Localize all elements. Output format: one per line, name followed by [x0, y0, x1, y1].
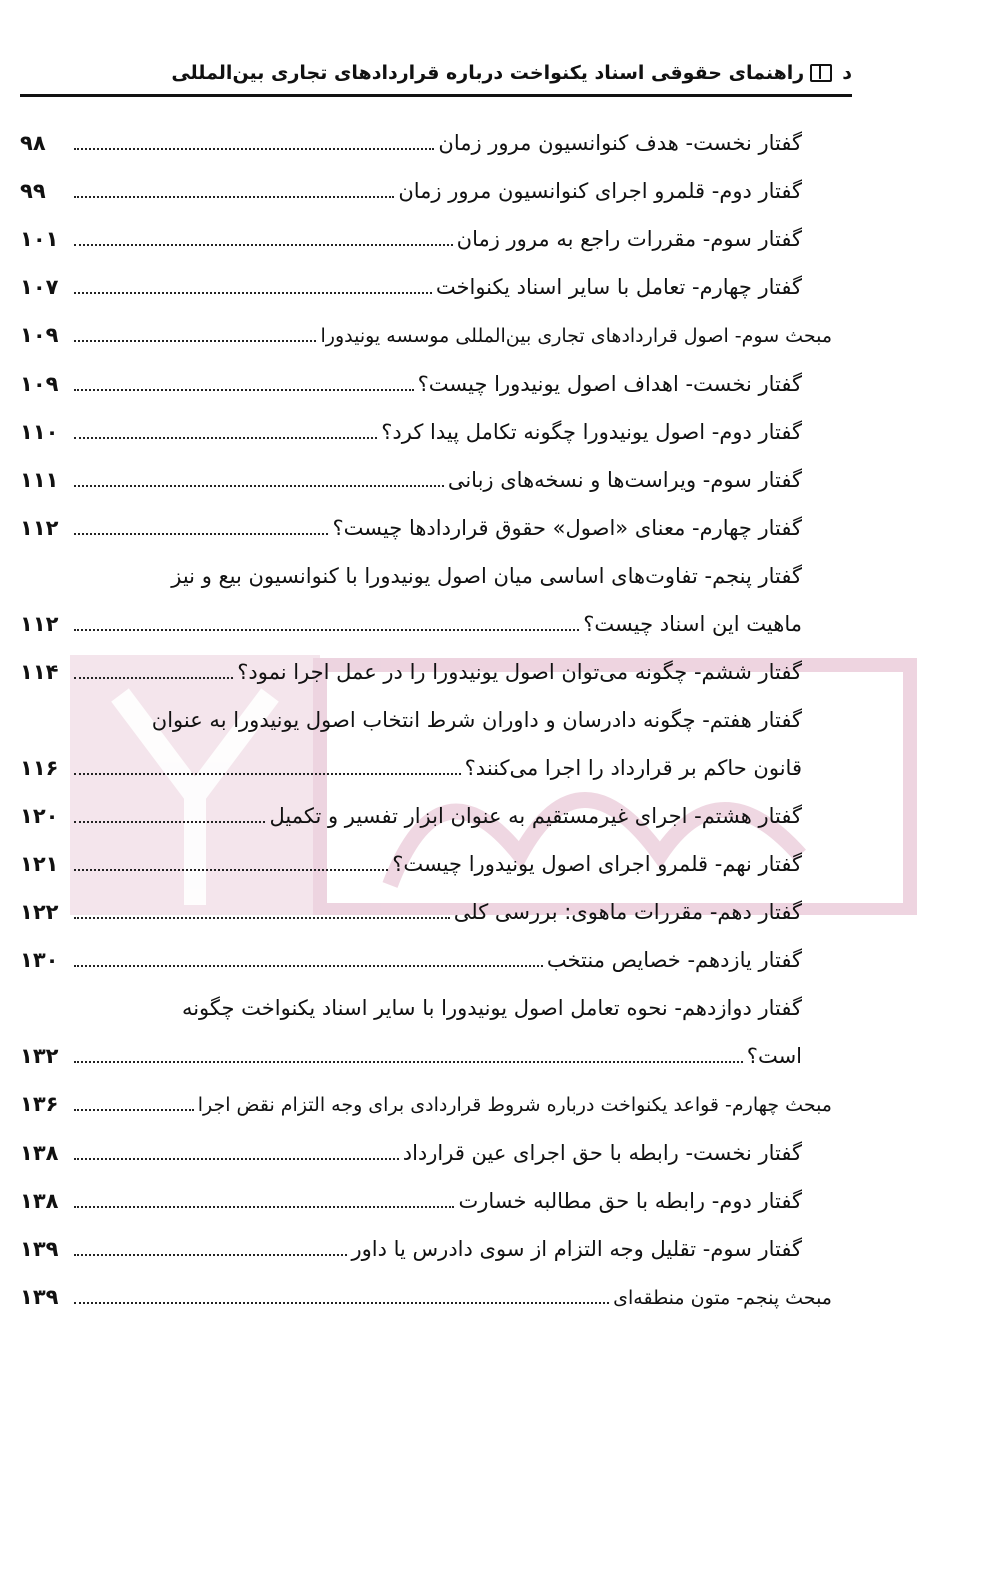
toc-entry-title-line1: گفتار دوازدهم- نحوه تعامل اصول یونیدورا با سایر اسناد یکنواخت چگونه [181, 996, 802, 1020]
toc-chapter-row [20, 1186, 832, 1216]
dot-leader [74, 869, 388, 871]
toc-page-number: ۱۳۹ [20, 1285, 59, 1309]
toc-entry [20, 1089, 832, 1120]
toc-page-number: ۱۰۱ [20, 227, 59, 251]
toc-entry [20, 993, 832, 1071]
toc-page-number: ۱۳۰ [20, 948, 59, 972]
toc-chapter-row [20, 849, 832, 879]
dot-leader [74, 389, 414, 391]
toc-page-number: ۱۱۶ [20, 756, 59, 780]
toc-chapter-row [20, 609, 832, 639]
toc-entry-title: گفتار دوم- اصول یونیدورا چگونه تکامل پیدا کرد؟ [381, 420, 802, 444]
toc-entry [20, 561, 832, 639]
toc-page-number: ۹۸ [20, 131, 46, 155]
toc-entry-title: گفتار دوم- رابطه با حق مطالبه خسارت [458, 1189, 802, 1213]
toc-entry-title: گفتار نهم- قلمرو اجرای اصول یونیدورا چیست؟ [392, 852, 802, 876]
dot-leader [74, 1061, 743, 1063]
toc-entry [20, 369, 832, 399]
toc-entry-title: گفتار سوم- تقلیل وجه التزام از سوی دادرس یا داور [351, 1237, 802, 1261]
toc-section-row [20, 1089, 832, 1120]
toc-entry [20, 705, 832, 783]
toc-chapter-row [20, 801, 832, 831]
toc-chapter-row [20, 1041, 832, 1071]
toc-chapter-row [20, 224, 832, 254]
toc-entry-title: مبحث سوم- اصول قراردادهای تجاری بین‌المللی موسسه یونیدورا [320, 325, 832, 347]
toc-page-number: ۹۹ [20, 179, 46, 203]
toc-section-row [20, 1282, 832, 1313]
dot-leader [74, 677, 233, 679]
toc-entry [20, 1186, 832, 1216]
toc-entry-title: مبحث چهارم- قواعد یکنواخت درباره شروط قراردادی برای وجه التزام نقض اجرا [197, 1094, 832, 1116]
dot-leader [74, 148, 434, 150]
toc-entry-title: ماهیت این اسناد چیست؟ [583, 612, 802, 636]
table-of-contents [20, 128, 832, 1331]
toc-chapter-row [20, 417, 832, 447]
dot-leader [74, 485, 444, 487]
dot-leader [74, 773, 461, 775]
toc-entry-title: گفتار یازدهم- خصایص منتخب [546, 948, 802, 972]
toc-entry [20, 801, 832, 831]
toc-entry-title: گفتار سوم- مقررات راجع به مرور زمان [456, 227, 802, 251]
dot-leader [74, 1109, 194, 1111]
toc-entry-title-line1: گفتار هفتم- چگونه دادرسان و داوران شرط انتخاب اصول یونیدورا به عنوان [151, 708, 802, 732]
toc-entry [20, 128, 832, 158]
dot-leader [74, 292, 432, 294]
toc-entry [20, 513, 832, 543]
toc-chapter-row [20, 897, 832, 927]
toc-entry [20, 1282, 832, 1313]
toc-entry [20, 465, 832, 495]
toc-page-number: ۱۲۰ [20, 804, 59, 828]
toc-chapter-row [20, 128, 832, 158]
toc-entry-title: قانون حاکم بر قرارداد را اجرا می‌کنند؟ [464, 756, 802, 780]
dot-leader [74, 533, 328, 535]
toc-page-number: ۱۳۸ [20, 1189, 59, 1213]
toc-chapter-row [20, 945, 832, 975]
toc-page-number: ۱۰۹ [20, 372, 59, 396]
toc-entry-title: گفتار چهارم- معنای «اصول» حقوق قراردادها چیست؟ [332, 516, 802, 540]
toc-entry [20, 657, 832, 687]
toc-page-number: ۱۱۲ [20, 612, 59, 636]
toc-page-number: ۱۲۲ [20, 900, 59, 924]
toc-entry-title: است؟ [746, 1044, 802, 1068]
toc-entry-title: گفتار نخست- هدف کنوانسیون مرور زمان [438, 131, 802, 155]
dot-leader [74, 244, 453, 246]
toc-chapter-row [20, 465, 832, 495]
toc-entry-title: گفتار هشتم- اجرای غیرمستقیم به عنوان ابزار تفسیر و تکمیل [269, 804, 802, 828]
toc-entry [20, 176, 832, 206]
toc-page-number: ۱۱۲ [20, 516, 59, 540]
running-header [20, 52, 852, 97]
dot-leader [74, 917, 450, 919]
header-title: راهنمای حقوقی اسناد یکنواخت درباره قراردادهای تجاری بین‌المللی [171, 62, 805, 84]
toc-entry [20, 849, 832, 879]
toc-entry-title: گفتار چهارم- تعامل با سایر اسناد یکنواخت [435, 275, 802, 299]
toc-chapter-row [20, 369, 832, 399]
toc-entry [20, 417, 832, 447]
toc-page-number: ۱۱۴ [20, 660, 59, 684]
toc-entry [20, 272, 832, 302]
toc-entry-title: گفتار دهم- مقررات ماهوی: بررسی کلی [453, 900, 802, 924]
toc-chapter-row [20, 657, 832, 687]
toc-page-number: ۱۳۲ [20, 1044, 59, 1068]
toc-entry-title: مبحث پنجم- متون منطقه‌ای [613, 1287, 832, 1309]
dot-leader [74, 629, 579, 631]
toc-entry-title: گفتار دوم- قلمرو اجرای کنوانسیون مرور زمان [398, 179, 802, 203]
toc-chapter-row [20, 753, 832, 783]
toc-page-number: ۱۲۱ [20, 852, 59, 876]
dot-leader [74, 437, 377, 439]
toc-entry [20, 1234, 832, 1264]
toc-chapter-row [20, 176, 832, 206]
toc-page-number: ۱۱۰ [20, 420, 59, 444]
dot-leader [74, 1158, 399, 1160]
toc-entry-title: گفتار نخست- اهداف اصول یونیدورا چیست؟ [417, 372, 802, 396]
dot-leader [74, 1254, 347, 1256]
toc-entry [20, 897, 832, 927]
toc-chapter-row [20, 272, 832, 302]
dot-leader [74, 965, 543, 967]
toc-page-number: ۱۳۸ [20, 1141, 59, 1165]
page-letter: د [842, 62, 852, 84]
toc-page-number: ۱۳۶ [20, 1092, 59, 1116]
toc-entry [20, 320, 832, 351]
toc-page-number: ۱۱۱ [20, 468, 59, 492]
toc-entry [20, 224, 832, 254]
dot-leader [74, 340, 316, 342]
dot-leader [74, 1206, 454, 1208]
dot-leader [74, 1302, 609, 1304]
toc-chapter-row [20, 1138, 832, 1168]
toc-entry-title: گفتار ششم- چگونه می‌توان اصول یونیدورا را در عمل اجرا نمود؟ [237, 660, 802, 684]
toc-entry-title: گفتار سوم- ویراست‌ها و نسخه‌های زبانی [447, 468, 802, 492]
toc-chapter-row [20, 513, 832, 543]
toc-chapter-row [20, 1234, 832, 1264]
toc-entry-title-line1: گفتار پنجم- تفاوت‌های اساسی میان اصول یونیدورا با کنوانسیون بیع و نیز [171, 564, 802, 588]
dot-leader [74, 196, 394, 198]
toc-page-number: ۱۳۹ [20, 1237, 59, 1261]
toc-entry-title: گفتار نخست- رابطه با حق اجرای عین قرارداد [402, 1141, 802, 1165]
toc-page-number: ۱۰۷ [20, 275, 59, 299]
toc-entry [20, 945, 832, 975]
toc-page-number: ۱۰۹ [20, 323, 59, 347]
book-icon [810, 64, 832, 82]
toc-section-row [20, 320, 832, 351]
dot-leader [74, 821, 265, 823]
toc-entry [20, 1138, 832, 1168]
